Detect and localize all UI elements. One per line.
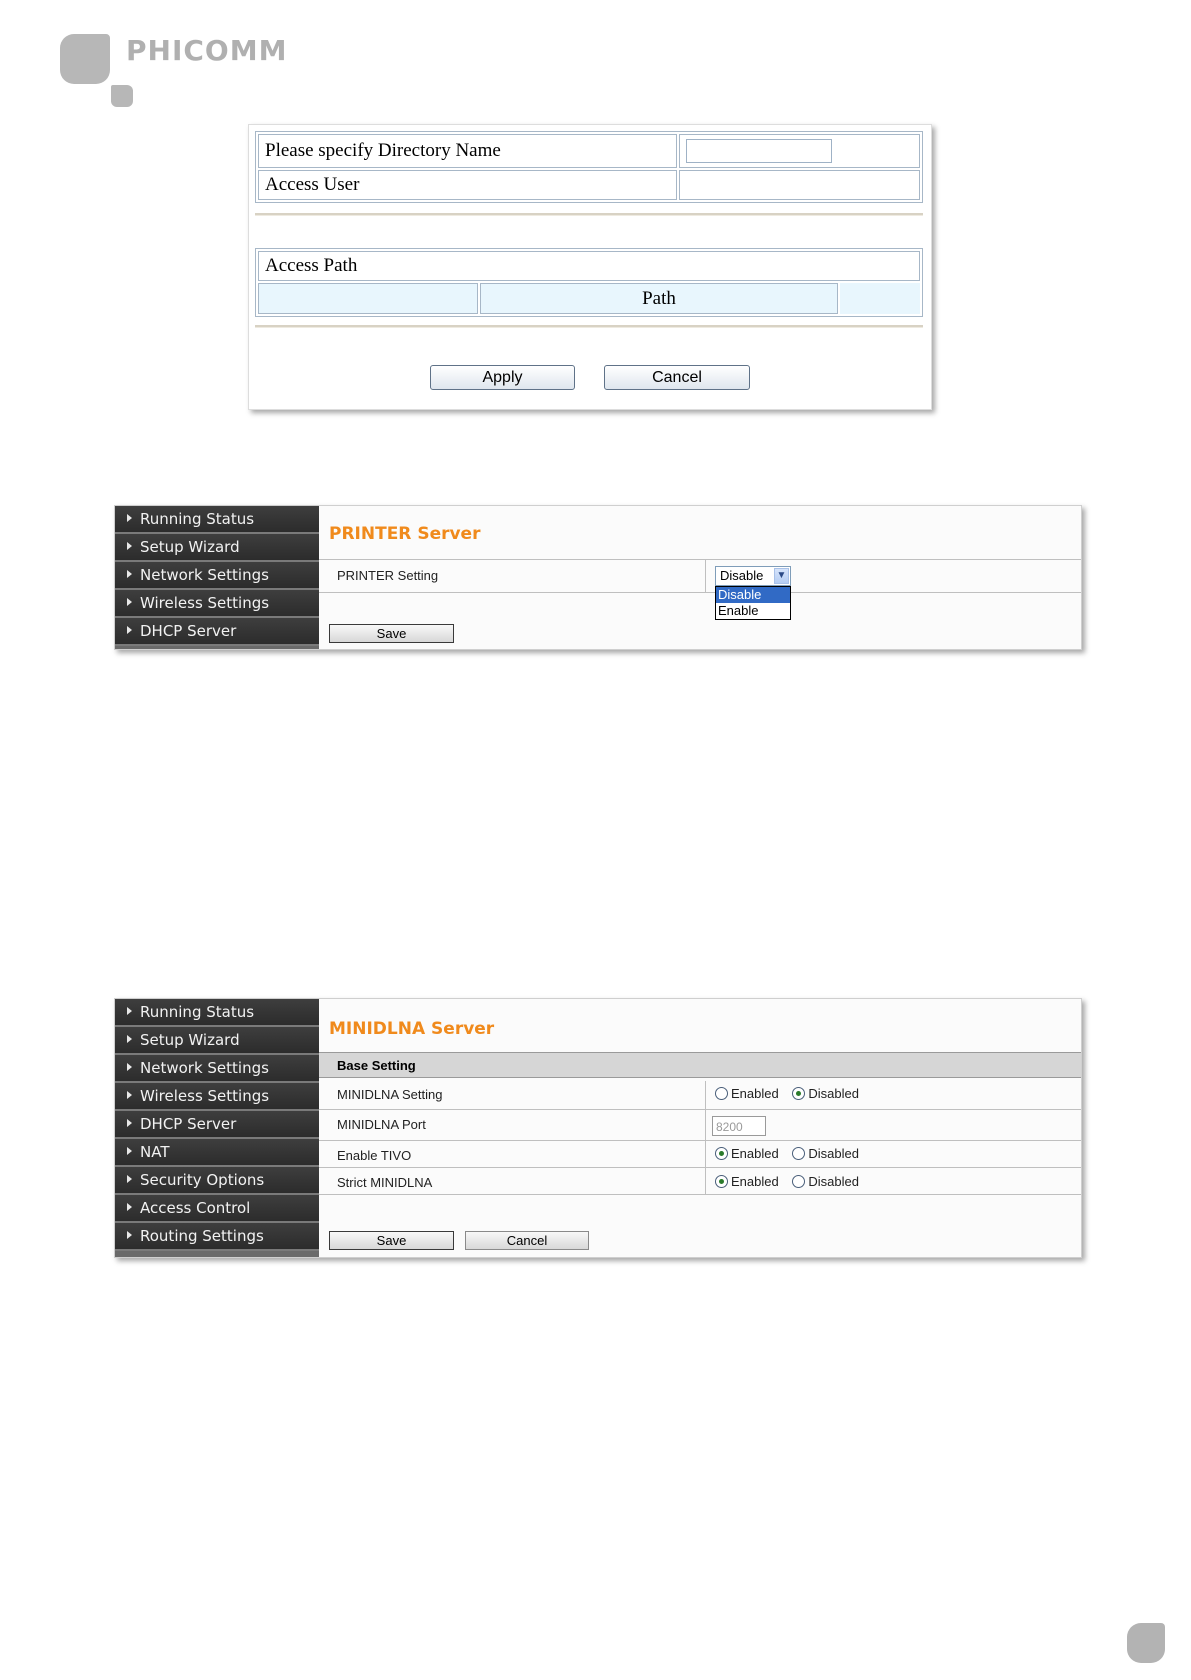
- minidlna-server-panel: [114, 998, 1082, 1258]
- page-corner-mark: [1127, 1623, 1165, 1663]
- sidebar-menu: [115, 999, 319, 1257]
- sidebar-item-setup-wizard[interactable]: Setup Wizard: [115, 534, 319, 562]
- arrow-right-icon: [127, 514, 132, 522]
- sidebar-item-routing-settings[interactable]: Routing Settings: [115, 1223, 319, 1251]
- printer-server-panel: [114, 505, 1082, 650]
- directory-name-cell: [679, 134, 920, 168]
- sidebar-item-access-control[interactable]: Access Control: [115, 1195, 319, 1223]
- save-button[interactable]: Save: [329, 624, 454, 643]
- minidlna-setting-label: MINIDLNA Setting: [337, 1087, 443, 1102]
- section-header: Base Setting: [319, 1052, 1081, 1078]
- divider: [255, 213, 923, 216]
- enable-tivo-label: Enable TIVO: [337, 1148, 412, 1163]
- arrow-right-icon: [127, 598, 132, 606]
- arrow-right-icon: [127, 1147, 132, 1155]
- row-divider: [319, 559, 1081, 560]
- sidebar-item-running-status[interactable]: Running Status: [115, 999, 319, 1027]
- sidebar-item-dhcp-server[interactable]: DHCP Server: [115, 1111, 319, 1139]
- arrow-right-icon: [127, 542, 132, 550]
- arrow-right-icon: [127, 1119, 132, 1127]
- arrow-right-icon: [127, 1063, 132, 1071]
- save-button[interactable]: Save: [329, 1231, 454, 1250]
- row-divider: [319, 1167, 1081, 1168]
- sidebar-item-wireless-settings[interactable]: Wireless Settings: [115, 590, 319, 618]
- column-divider: [705, 1081, 706, 1194]
- sidebar-menu: [115, 506, 319, 649]
- tivo-disabled-radio[interactable]: [792, 1147, 805, 1160]
- sidebar-item-security-options[interactable]: Security Options: [115, 1167, 319, 1195]
- dropdown-option-disable[interactable]: Disable: [716, 587, 790, 603]
- row-divider: [319, 592, 1081, 593]
- access-path-label: Access Path: [258, 251, 920, 281]
- minidlna-enabled-radio[interactable]: [715, 1087, 728, 1100]
- arrow-right-icon: [127, 570, 132, 578]
- minidlna-port-label: MINIDLNA Port: [337, 1117, 426, 1132]
- printer-content: [319, 506, 1081, 649]
- strict-disabled-radio[interactable]: [792, 1175, 805, 1188]
- phicomm-logo: [60, 34, 320, 114]
- logo-mark-dot: [111, 85, 133, 107]
- row-divider: [319, 1140, 1081, 1141]
- directory-table: [255, 131, 923, 203]
- chevron-down-icon[interactable]: ▼: [774, 568, 789, 584]
- arrow-right-icon: [127, 1091, 132, 1099]
- logo-text: PHICOMM: [126, 34, 288, 67]
- sidebar-item-wireless-settings[interactable]: Wireless Settings: [115, 1083, 319, 1111]
- arrow-right-icon: [127, 1203, 132, 1211]
- directory-name-input[interactable]: [686, 139, 832, 163]
- share-folder-panel: [248, 124, 932, 410]
- page-title: MINIDLNA Server: [329, 1019, 495, 1039]
- arrow-right-icon: [127, 626, 132, 634]
- dropdown-option-enable[interactable]: Enable: [718, 603, 759, 618]
- access-user-label: Access User: [258, 170, 677, 200]
- strict-enabled-radio[interactable]: [715, 1175, 728, 1188]
- minidlna-setting-radios: Enabled Disabled: [715, 1086, 869, 1101]
- enable-tivo-radios: Enabled Disabled: [715, 1146, 869, 1161]
- sidebar-item-dhcp-server[interactable]: DHCP Server: [115, 618, 319, 646]
- printer-setting-dropdown: [715, 586, 791, 620]
- strict-minidlna-label: Strict MINIDLNA: [337, 1175, 433, 1190]
- access-user-value: [679, 170, 920, 200]
- printer-setting-select[interactable]: Disable ▼: [715, 566, 791, 586]
- directory-name-label: Please specify Directory Name: [258, 134, 677, 168]
- page-title: PRINTER Server: [329, 524, 481, 544]
- sidebar-item-network-settings[interactable]: Network Settings: [115, 562, 319, 590]
- minidlna-content: [319, 999, 1081, 1257]
- arrow-right-icon: [127, 1035, 132, 1043]
- logo-mark: [60, 34, 110, 84]
- arrow-right-icon: [127, 1231, 132, 1239]
- arrow-right-icon: [127, 1175, 132, 1183]
- apply-button[interactable]: Apply: [430, 365, 575, 390]
- access-path-table: [255, 248, 923, 317]
- row-divider: [319, 1194, 1081, 1195]
- sidebar-item-network-settings[interactable]: Network Settings: [115, 1055, 319, 1083]
- cancel-button[interactable]: Cancel: [465, 1231, 589, 1250]
- row-divider: [319, 1109, 1081, 1110]
- path-col-blank: [258, 283, 478, 314]
- column-divider: [705, 559, 706, 592]
- sidebar-item-running-status[interactable]: Running Status: [115, 506, 319, 534]
- tivo-enabled-radio[interactable]: [715, 1147, 728, 1160]
- minidlna-port-input[interactable]: 8200: [712, 1116, 766, 1136]
- cancel-button[interactable]: Cancel: [604, 365, 750, 390]
- sidebar-item-nat[interactable]: NAT: [115, 1139, 319, 1167]
- divider: [255, 325, 923, 328]
- strict-minidlna-radios: Enabled Disabled: [715, 1174, 869, 1189]
- path-header: Path: [480, 283, 838, 314]
- arrow-right-icon: [127, 1007, 132, 1015]
- minidlna-disabled-radio[interactable]: [792, 1087, 805, 1100]
- sidebar-item-setup-wizard[interactable]: Setup Wizard: [115, 1027, 319, 1055]
- printer-setting-label: PRINTER Setting: [337, 568, 439, 583]
- path-col-end: [840, 283, 920, 314]
